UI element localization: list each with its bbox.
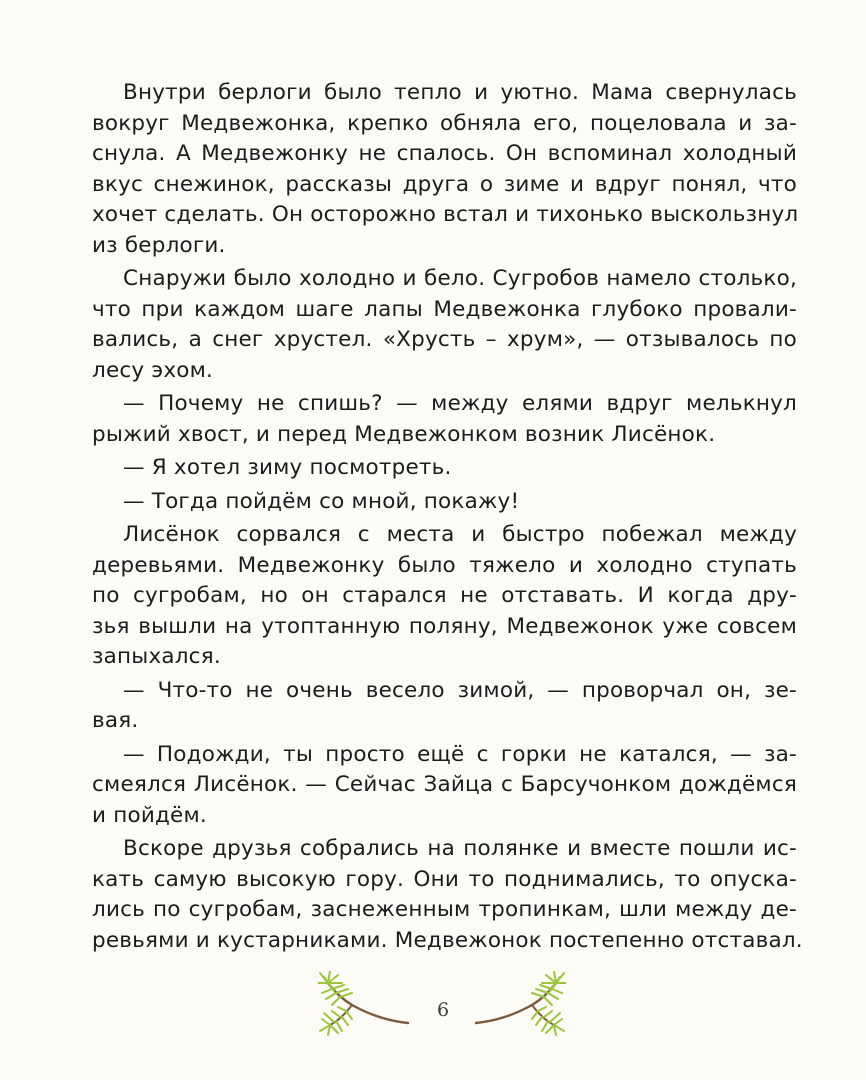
text-line: вая. bbox=[92, 708, 139, 733]
text-line: — Я хотел зиму посмотреть. bbox=[123, 455, 452, 480]
text-line: кать самую высокую гору. Они то поднимались, то опуска- bbox=[92, 866, 797, 892]
paragraph bbox=[92, 78, 797, 261]
paragraph bbox=[92, 389, 797, 450]
text-line: вкус снежинок, рассказы друга о зиме и вдруг понял, что bbox=[92, 171, 797, 197]
text-line: вались, а снег хрустел. «Хрусть – хрум», — отзывалось по bbox=[92, 327, 797, 352]
text-line: что при каждом шаге лапы Медвежонка глубоко провали- bbox=[92, 296, 797, 322]
text-line: смеялся Лисёнок. — Сейчас Зайца с Барсучонком дождёмся bbox=[92, 772, 797, 797]
text-line: по сугробам, но он старался не отставать. И когда дру- bbox=[92, 583, 797, 608]
page-text bbox=[92, 78, 803, 956]
pine-sprig-icon bbox=[474, 971, 566, 1041]
pine-sprig-icon bbox=[318, 971, 410, 1041]
text-line: Внутри берлоги было тепло и уютно. Мама свернулась bbox=[123, 80, 797, 105]
text-line: — Тогда пойдём со мной, покажу! bbox=[123, 488, 520, 514]
text-line: зья вышли на утоптанную поляну, Медвежонок уже совсем bbox=[92, 613, 797, 639]
page-footer bbox=[0, 965, 866, 1045]
text-line: Вскоре друзья собрались на полянке и вместе пошли ис- bbox=[123, 836, 797, 861]
text-line: — Что-то не очень весело зимой, — проворчал он, зе- bbox=[123, 677, 797, 703]
paragraph bbox=[92, 264, 797, 386]
text-line: ревьями и кустарниками. Медвежонок постепенно отставал. bbox=[92, 927, 803, 953]
text-line: деревьями. Медвежонку было тяжело и холодно ступать bbox=[92, 552, 797, 578]
text-line: снула. А Медвежонку не спалось. Он вспоминал холодный bbox=[92, 141, 797, 166]
paragraph bbox=[92, 520, 797, 673]
text-line: лись по сугробам, заснеженным тропинкам, шли между де- bbox=[92, 897, 797, 922]
text-line: — Подожди, ты просто ещё с горки не катался, — за- bbox=[123, 741, 797, 767]
text-line: запыхался. bbox=[92, 644, 221, 669]
paragraph bbox=[92, 834, 803, 956]
paragraph bbox=[92, 740, 797, 832]
text-line: из берлоги. bbox=[92, 232, 226, 258]
text-line: — Почему не спишь? — между елями вдруг мелькнул bbox=[123, 391, 797, 416]
page-number: 6 bbox=[436, 999, 450, 1021]
paragraph bbox=[92, 487, 797, 518]
paragraph bbox=[92, 676, 797, 737]
paragraph bbox=[92, 453, 797, 484]
text-line: хочет сделать. Он осторожно встал и тихонько выскользнул bbox=[92, 202, 799, 227]
text-line: Лисёнок сорвался с места и быстро побежал между bbox=[123, 522, 797, 547]
text-line: лесу эхом. bbox=[92, 357, 214, 383]
text-line: вокруг Медвежонка, крепко обняла его, поцеловала и за- bbox=[92, 110, 797, 136]
text-line: Снаружи было холодно и бело. Сугробов намело столько, bbox=[123, 266, 797, 291]
text-line: рыжий хвост, и перед Медвежонком возник Лисёнок. bbox=[92, 421, 716, 447]
text-line: и пойдём. bbox=[92, 802, 207, 828]
